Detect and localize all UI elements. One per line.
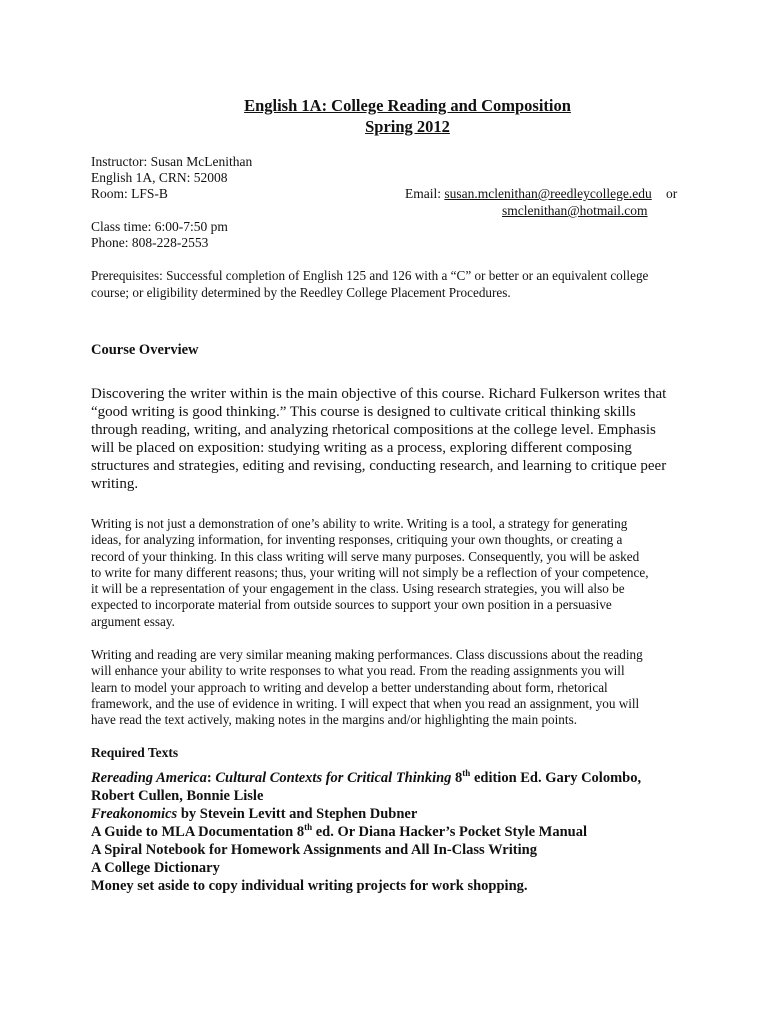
paragraph-line: record of your thinking. In this class writing will serve many purposes. Consequently, you will be asked [91,548,640,564]
paragraph-line: structures and strategies, editing and revising, conducting research, and learning to critique peer [91,458,667,474]
paragraph-line: framework, and the use of evidence in writing. I will expect that when you read an assignment, you will [91,695,640,711]
list-item: A Guide to MLA Documentation 8th ed. Or Diana Hacker’s Pocket Style Manual [91,822,588,840]
email-secondary-link[interactable] [502,203,648,219]
book-subtitle: Cultural Contexts for Critical Thinking [215,770,452,786]
prerequisites-line-1: Prerequisites: Successful completion of English 125 and 126 with a “C” or better or an equivalent college [91,268,649,283]
list-item: Freakonomics by Stevein Levitt and Stephen Dubner [91,806,418,822]
overview-paragraph-3 [91,647,681,728]
paragraph-line: writing. [91,476,139,492]
course-title: English 1A: College Reading and Composition [244,96,571,115]
overview-paragraph-1 [91,385,681,493]
list-item: A College Dictionary [91,860,220,876]
paragraph-line: it will be a representation of your engagement in the class. Using research strategies, you will also be [91,581,625,597]
list-item: Money set aside to copy individual writing projects for work shopping. [91,878,528,894]
email-label: Email: [405,186,445,201]
list-item-continued: Robert Cullen, Bonnie Lisle [91,788,264,804]
list-item: A Spiral Notebook for Homework Assignments and All In-Class Writing [91,842,537,858]
email-line [405,186,652,202]
required-texts-heading: Required Texts [91,745,179,760]
paragraph-line: ideas, for analyzing information, for inventing responses, critiquing your own thoughts, or creating a [91,532,623,548]
paragraph-line: will be placed on exposition: studying writing as a process, exploring different composing [91,440,632,456]
paragraph-line: Writing is not just a demonstration of one’s ability to write. Writing is a tool, a strategy for generating [91,516,628,531]
instructor-line: Instructor: Susan McLenithan [91,154,253,169]
paragraph-line: will enhance your ability to write responses to what you read. From the reading assignments you will [91,663,625,679]
paragraph-line: Discovering the writer within is the main objective of this course. Richard Fulkerson writes that [91,386,667,402]
email-secondary-text[interactable]: smclenithan@hotmail.com [502,203,648,218]
paragraph-line: through reading, writing, and analyzing rhetorical compositions at the college level. Emphasis [91,422,656,438]
overview-paragraph-2 [91,516,681,630]
paragraph-line: argument essay. [91,613,175,629]
list-item: Rereading America: Cultural Contexts for Critical Thinking 8th edition Ed. Gary Colombo, [91,768,642,786]
room-line: Room: LFS-B [91,186,168,201]
email-primary-link[interactable]: susan.mclenithan@reedleycollege.edu [444,186,652,201]
course-line: English 1A, CRN: 52008 [91,170,228,185]
paragraph-line: have read the text actively, making notes in the margins and/or highlighting the main points. [91,712,577,728]
email-or: or [666,186,678,201]
paragraph-line: learn to model your approach to writing and develop a better understanding about form, rhetorical [91,679,608,695]
term-title: Spring 2012 [365,117,450,136]
class-time-line: Class time: 6:00-7:50 pm [91,219,228,234]
course-overview-heading: Course Overview [91,342,199,358]
book-title: Rereading America [91,770,207,786]
paragraph-line: “good writing is good thinking.” This course is designed to cultivate critical thinking skills [91,404,636,420]
paragraph-line: expected to incorporate material from outside sources to support your own position in a persuasive [91,597,612,613]
phone-line: Phone: 808-228-2553 [91,235,209,250]
book-title: Freakonomics [91,806,178,822]
required-texts-list [91,769,691,895]
paragraph-line: Writing and reading are very similar meaning making performances. Class discussions about the reading [91,647,643,662]
prerequisites-line-2: course; or eligibility determined by the Reedley College Placement Procedures. [91,285,511,300]
paragraph-line: to write for many different reasons; thus, your writing will not simply be a reflection of your competence, [91,564,649,580]
